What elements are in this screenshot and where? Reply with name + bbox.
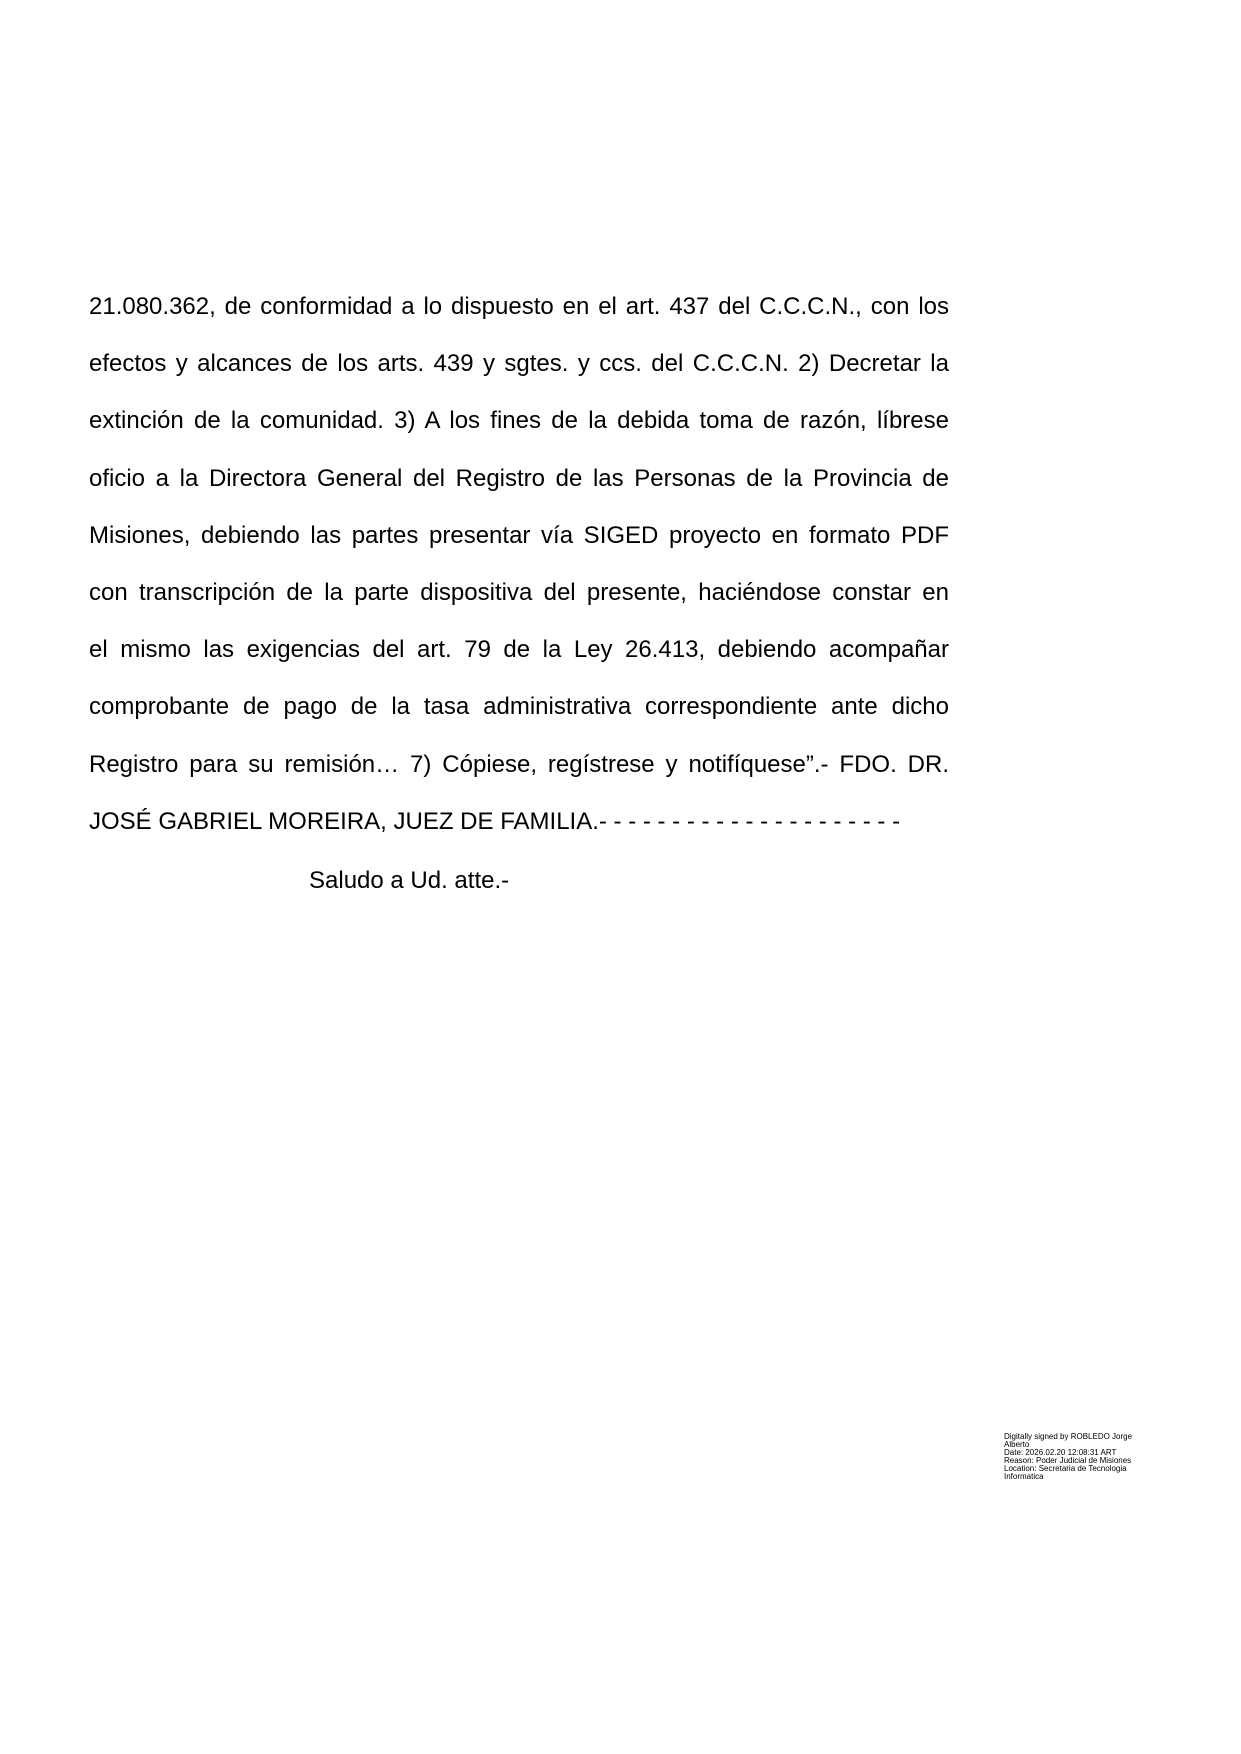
body-text-line-2: efectos y alcances de los arts. 439 y sgtes. y ccs. del C.C.C.N. 2) Decretar la: [89, 350, 949, 377]
body-text-line-5: Misiones, debiendo las partes presentar vía SIGED proyecto en formato PDF: [89, 522, 949, 549]
signature-signer-line: Digitally signed by ROBLEDO Jorge: [1004, 1432, 1133, 1441]
digital-signature-stamp: [1004, 1433, 1154, 1481]
body-text-line-9: Registro para su remisión… 7) Cópiese, regístrese y notifíquese”.- FDO. DR.: [89, 751, 949, 778]
body-text-line-8: comprobante de pago de la tasa administrativa correspondiente ante dicho: [89, 693, 949, 720]
signature-location: Location: Secretaria de Tecnologia: [1004, 1464, 1127, 1473]
body-text-line-4: oficio a la Directora General del Registro de las Personas de la Provincia de: [89, 465, 949, 492]
body-text-line-10: JOSÉ GABRIEL MOREIRA, JUEZ DE FAMILIA.- - - - - - - - - - - - - - - - - - - - -: [89, 808, 901, 835]
body-text-line-7: el mismo las exigencias del art. 79 de la Ley 26.413, debiendo acompañar: [89, 636, 949, 663]
body-text-line-6: con transcripción de la parte dispositiva del presente, haciéndose constar en: [89, 579, 949, 606]
signature-location-cont: Informatica: [1004, 1472, 1044, 1481]
signature-reason: Reason: Poder Judicial de Misiones: [1004, 1456, 1132, 1465]
closing-salutation: Saludo a Ud. atte.-: [309, 867, 510, 894]
body-text-line-3: extinción de la comunidad. 3) A los fines de la debida toma de razón, líbrese: [89, 407, 949, 434]
signature-date: Date: 2026.02.20 12:08:31 ART: [1004, 1448, 1117, 1457]
body-text-line-1: 21.080.362, de conformidad a lo dispuesto en el art. 437 del C.C.C.N., con los: [89, 293, 949, 320]
signature-signer-line-cont: Alberto: [1004, 1440, 1030, 1449]
